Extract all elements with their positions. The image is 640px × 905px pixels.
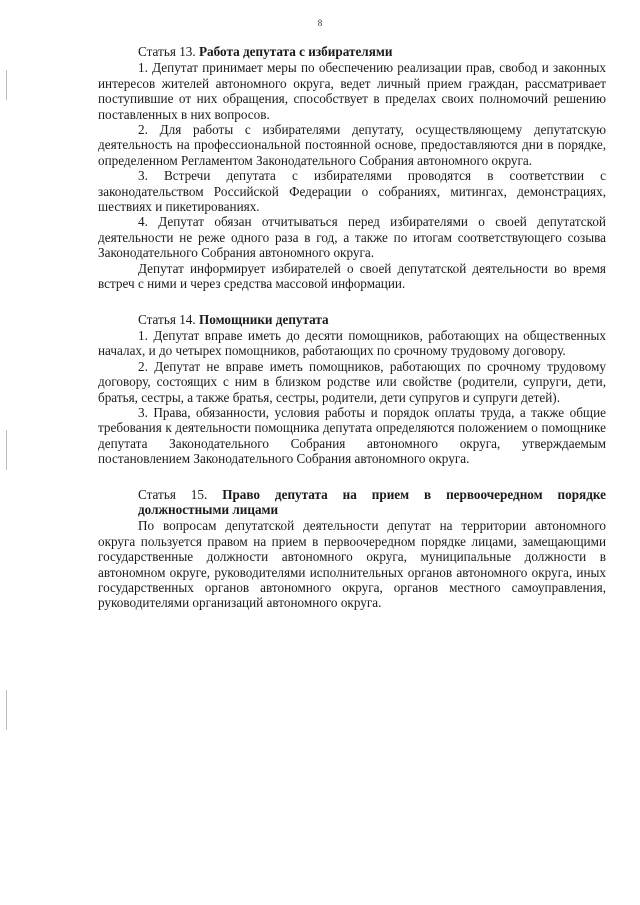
paragraph: 4. Депутат обязан отчитываться перед избирателями о своей депутатской деятельности не реже одного раза в год, а также по итогам соответствующего созыва Законодательного Собрания автономного округа. (98, 214, 606, 261)
page-number: 8 (317, 18, 323, 28)
paragraph: 1. Депутат принимает меры по обеспечению реализации прав, свобод и законных интересов жителей автономного округа, ведет личный прием граждан, рассматривает поступившие от них обращения, способствует в пределах своих полномочий решению поставленных в них вопросов. (98, 60, 606, 122)
article-14 (98, 312, 606, 467)
paragraph: 2. Депутат не вправе иметь помощников, работающих по срочному трудовому договору, состоящих с ним в близком родстве или свойстве (родители, супруги, дети, братья, сестры, а также братья, сестры, родители, дети супругов и супруги детей). (98, 358, 606, 405)
scan-edge-mark (6, 430, 7, 470)
article-heading (98, 312, 606, 327)
paragraph: По вопросам депутатской деятельности депутат на территории автономного округа пользуется правом на прием в первоочередном порядке лицами, замещающими государственные должности автономного округа, муниципальные должности в автономном округе, руководителями исполнительных органов автономного округа, иных государственных органов автономного округа, органов местного самоуправления, руководителями организаций автономного округа. (98, 518, 606, 611)
article-title: Помощники депутата (198, 311, 329, 327)
article-13 (98, 44, 606, 292)
article-15 (98, 487, 606, 611)
scan-edge-mark (6, 690, 7, 730)
article-title: Работа депутата с избирателями (198, 44, 393, 59)
article-heading (98, 44, 606, 59)
article-title: Право депутата на прием в первоочередном порядке должностными лицами (138, 486, 606, 517)
scan-edge-mark (6, 70, 7, 100)
paragraph: Депутат информирует избирателей о своей депутатской деятельности во время встреч с ними и через средства массовой информации. (98, 260, 606, 292)
paragraph: 2. Для работы с избирателями депутату, осуществляющему депутатскую деятельность на профессиональной постоянной основе, предоставляются дни в порядке, определенном Регламентом Законодательного Собрания автономного округа. (98, 122, 606, 168)
paragraph: 3. Права, обязанности, условия работы и порядок оплаты труда, а также общие требования к деятельности помощника депутата определяются положением о помощнике депутата Законодательного Собрания автономного округа, утверждаемым постановлением Законодательного Собрания автономного округа. (98, 404, 606, 467)
document-body (98, 44, 606, 611)
paragraph: 1. Депутат вправе иметь до десяти помощников, работающих на общественных началах, и до четырех помощников, работающих по срочному трудовому договору. (98, 327, 606, 359)
article-label: Статья 15. (138, 486, 208, 502)
article-label: Статья 13. (138, 44, 196, 59)
paragraph: 3. Встречи депутата с избирателями проводятся в соответствии с законодательством Российской Федерации о собраниях, митингах, демонстрациях, шествиях и пикетированиях. (98, 168, 606, 215)
article-heading (98, 487, 606, 518)
article-label: Статья 14. (138, 311, 196, 327)
